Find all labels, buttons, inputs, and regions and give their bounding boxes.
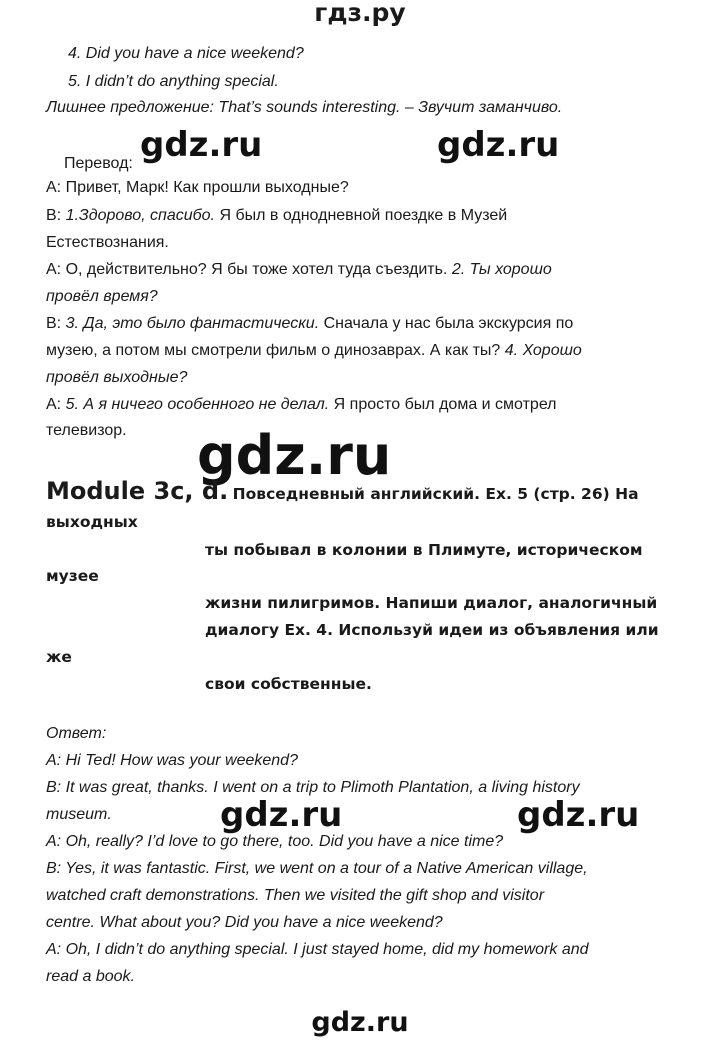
- text-fragment: музею, а потом мы смотрели фильм о динозаврах. А как ты?: [46, 342, 505, 359]
- footer-watermark: gdz.ru: [311, 1007, 409, 1038]
- extra-sentence: Лишнее предложение: That’s sounds interesting. – Звучит заманчиво.: [46, 99, 563, 116]
- answer-label: Ответ:: [46, 725, 107, 742]
- text-fragment: Я просто был дома и смотрел: [329, 396, 557, 413]
- task-text: свои собственные.: [205, 675, 372, 693]
- answer-line: read a book.: [46, 968, 135, 985]
- translation-line: провёл время?: [46, 288, 158, 305]
- watermark: gdz.ru: [140, 125, 263, 165]
- translation-line: [46, 260, 552, 280]
- list-item: 5. I didn’t do anything special.: [68, 73, 279, 90]
- answer-line: A: Oh, I didn’t do anything special. I just stayed home, did my homework and: [46, 941, 589, 958]
- watermark: gdz.ru: [437, 125, 560, 165]
- answer-phrase: 5. А я ничего особенного не делал.: [65, 396, 330, 413]
- speaker-label: B:: [46, 207, 66, 224]
- translation-line: телевизор.: [46, 422, 127, 439]
- task-text: жизни пилигримов. Напиши диалог, аналогичный: [205, 594, 658, 612]
- answer-line: B: It was great, thanks. I went on a trip to Plimoth Plantation, a living history: [46, 779, 580, 796]
- answer-line: watched craft demonstrations. Then we visited the gift shop and visitor: [46, 887, 545, 904]
- task-text: Повседневный английский. Ex. 5 (стр. 26) На: [232, 485, 639, 503]
- answer-phrase: 3. Да, это было фантастически.: [65, 315, 320, 332]
- text-fragment: Я был в однодневной поездке в Музей: [215, 207, 508, 224]
- text-fragment: Сначала у нас была экскурсия по: [319, 315, 574, 332]
- answer-line: B: Yes, it was fantastic. First, we went on a tour of a Native American village,: [46, 860, 588, 877]
- translation-label: Перевод:: [64, 155, 133, 172]
- task-text: диалогу Ex. 4. Используй идеи из объявления или: [205, 621, 659, 639]
- translation-line: Естествознания.: [46, 234, 169, 251]
- answer-phrase: 2. Ты хорошо: [451, 261, 552, 278]
- translation-line: [46, 395, 557, 415]
- task-text: же: [46, 648, 72, 666]
- translation-line: [46, 314, 573, 334]
- translation-line: A: Привет, Марк! Как прошли выходные?: [46, 179, 349, 196]
- module-title: Module 3c, d.: [46, 477, 229, 505]
- watermark: gdz.ru: [197, 424, 392, 487]
- site-header: гдз.ру: [314, 0, 406, 27]
- translation-line: провёл выходные?: [46, 369, 188, 386]
- speaker-label: B:: [46, 315, 66, 332]
- task-text: выходных: [46, 513, 138, 531]
- module-heading: [46, 476, 639, 510]
- speaker-label: A:: [46, 396, 66, 413]
- list-item: 4. Did you have a nice weekend?: [68, 45, 304, 62]
- answer-line: A: Hi Ted! How was your weekend?: [46, 752, 298, 769]
- answer-line: museum.: [46, 806, 112, 823]
- watermark: gdz.ru: [517, 795, 640, 835]
- translation-line: [46, 341, 582, 361]
- translation-line: [46, 206, 507, 226]
- answer-phrase: 1.Здорово, спасибо.: [65, 207, 215, 224]
- answer-line: centre. What about you? Did you have a nice weekend?: [46, 914, 443, 931]
- watermark: gdz.ru: [220, 795, 343, 835]
- task-text: музее: [46, 567, 99, 585]
- text-fragment: A: О, действительно? Я бы тоже хотел туда съездить.: [46, 261, 452, 278]
- answer-phrase: 4. Хорошо: [504, 342, 582, 359]
- answer-line: A: Oh, really? I’d love to go there, too. Did you have a nice time?: [46, 833, 504, 850]
- task-text: ты побывал в колонии в Плимуте, историческом: [205, 541, 643, 559]
